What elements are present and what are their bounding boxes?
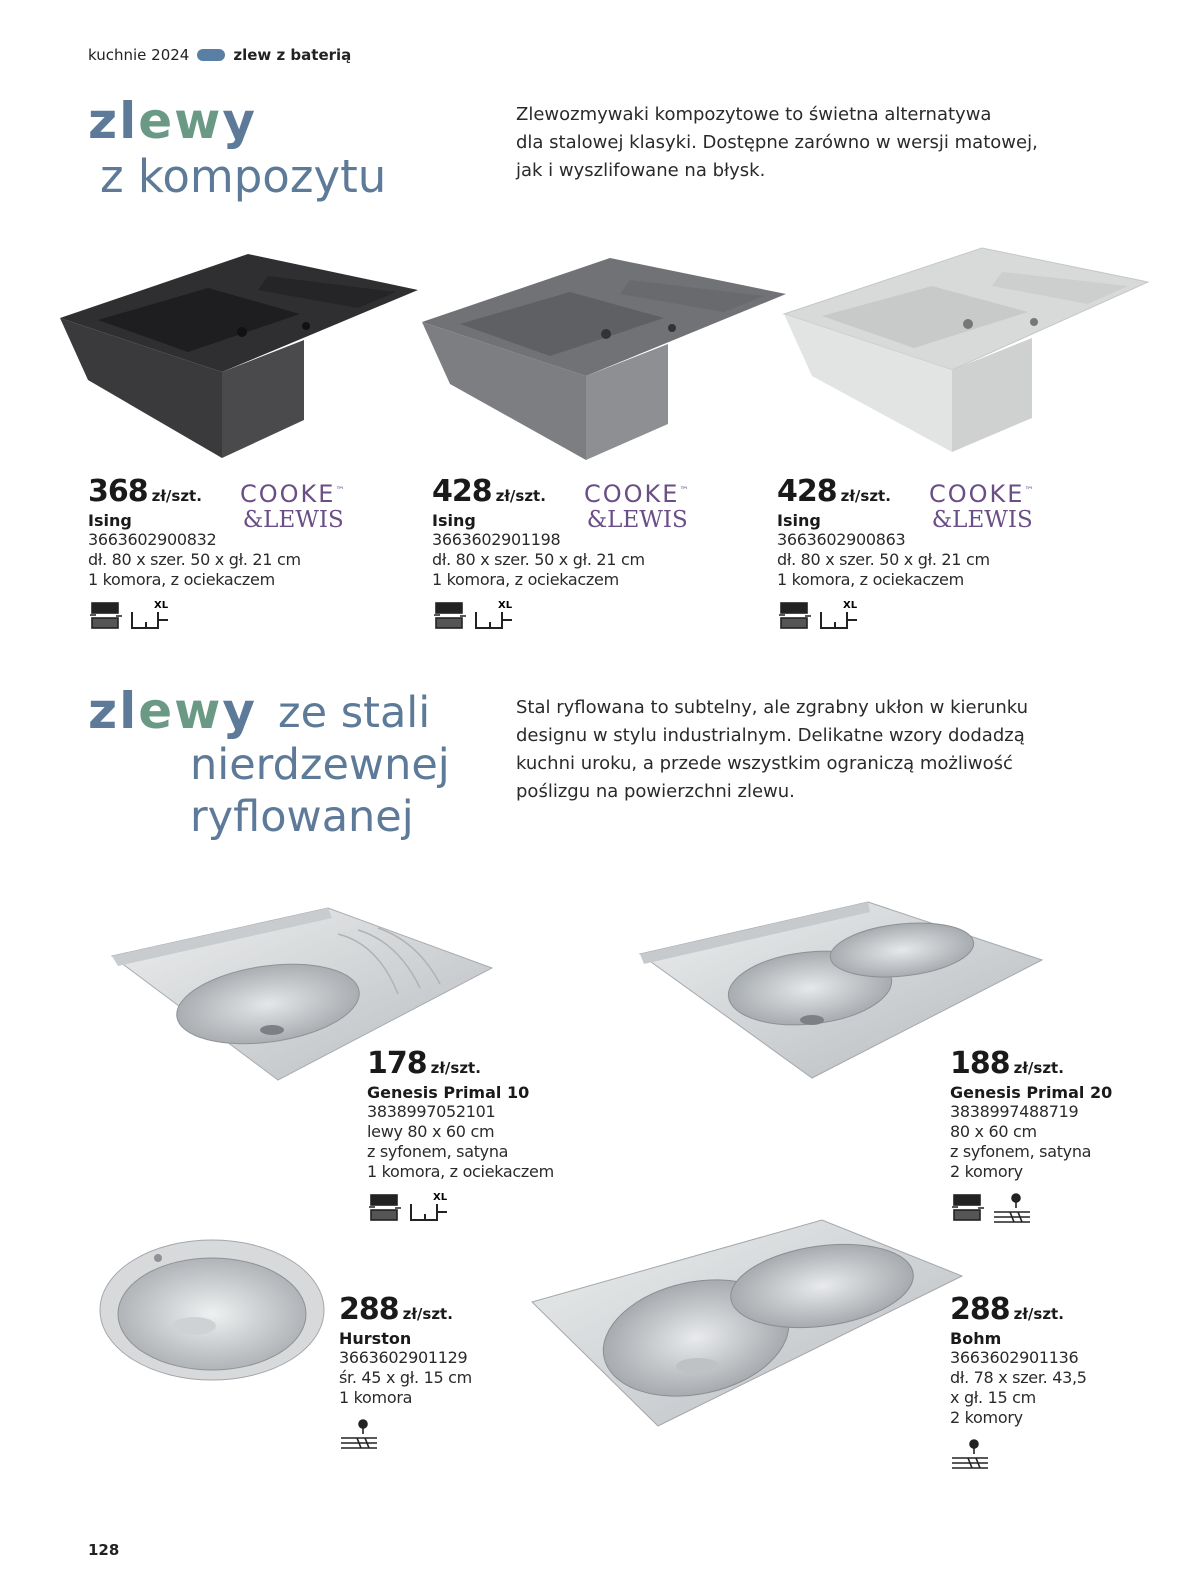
- price-unit: zł/szt.: [840, 487, 891, 505]
- section2-intro-line: Stal ryflowana to subtelny, ale zgrabny ukłon w kierunku: [516, 697, 1029, 718]
- section2-intro: [516, 694, 1028, 806]
- breadcrumb-separator-icon: [197, 49, 225, 61]
- sink-image-hurston: [98, 1236, 330, 1384]
- product-code: 3663602900832: [88, 530, 217, 549]
- xl-bowl-icon: [476, 612, 512, 628]
- product-feature-icons: [950, 1190, 1040, 1226]
- product-name: Genesis Primal 20: [950, 1083, 1113, 1102]
- section2-title-light: ze stali: [278, 688, 431, 738]
- price-unit: zł/szt.: [402, 1305, 453, 1323]
- product-price: 368 zł/szt.: [88, 474, 202, 509]
- product-feature-icons: [88, 598, 188, 632]
- product-code: 3663602901136: [950, 1348, 1079, 1367]
- brand-logo-cooke-lewis: COOKE™ &LEWIS: [584, 480, 691, 533]
- reversible-sink-icon: [369, 1195, 401, 1220]
- xl-label: XL: [433, 1192, 448, 1203]
- product-price: 178 zł/szt.: [367, 1046, 481, 1081]
- product-feature-icons: [777, 598, 877, 632]
- product-price: 428 zł/szt.: [777, 474, 891, 509]
- reversible-sink-icon: [779, 603, 811, 628]
- section1-title-light: z kompozytu: [100, 150, 387, 203]
- product-price: 288 zł/szt.: [950, 1292, 1064, 1327]
- section2-intro-line: designu w stylu industrialnym. Delikatne wzory dodadzą: [516, 725, 1025, 746]
- xl-bowl-icon: [411, 1204, 447, 1220]
- price-unit: zł/szt.: [495, 487, 546, 505]
- breadcrumb-section: kuchnie 2024: [88, 46, 190, 64]
- reversible-sink-icon: [952, 1195, 984, 1220]
- product-spec: dł. 78 x szer. 43,5: [950, 1368, 1087, 1387]
- price-unit: zł/szt.: [1013, 1059, 1064, 1077]
- section2-intro-line: poślizgu na powierzchni zlewu.: [516, 781, 795, 802]
- product-spec: z syfonem, satyna: [367, 1142, 509, 1161]
- breadcrumb-current: zlew z baterią: [233, 46, 352, 64]
- section1-intro-line: jak i wyszlifowane na błysk.: [516, 160, 766, 181]
- product-name: Ising: [88, 511, 132, 530]
- xl-bowl-icon: [821, 612, 857, 628]
- product-spec: 1 komora, z ociekaczem: [88, 570, 275, 589]
- section2-title-light: nierdzewnej: [190, 740, 450, 790]
- product-code: 3663602900863: [777, 530, 906, 549]
- inset-mount-icon: [994, 1194, 1030, 1222]
- product-name: Bohm: [950, 1329, 1002, 1348]
- product-spec: 2 komory: [950, 1162, 1023, 1181]
- section2-title-bold-text: zlewy: [88, 682, 257, 740]
- sink-image-ising-grey: [420, 244, 788, 464]
- xl-label: XL: [498, 600, 513, 611]
- price-unit: zł/szt.: [430, 1059, 481, 1077]
- xl-label: XL: [154, 600, 169, 611]
- section2-title-bold: [88, 682, 257, 740]
- product-spec: 1 komora, z ociekaczem: [432, 570, 619, 589]
- brand-logo-cooke-lewis: COOKE™ &LEWIS: [240, 480, 347, 533]
- price-unit: zł/szt.: [1013, 1305, 1064, 1323]
- product-card: [950, 1292, 1087, 1428]
- product-feature-icons: [432, 598, 532, 632]
- product-code: 3663602901198: [432, 530, 561, 549]
- inset-mount-icon: [950, 1436, 994, 1474]
- price-unit: zł/szt.: [151, 487, 202, 505]
- reversible-sink-icon: [90, 603, 122, 628]
- product-card: [950, 1046, 1112, 1182]
- product-spec: 80 x 60 cm: [950, 1122, 1037, 1141]
- product-card: [367, 1046, 554, 1182]
- section1-intro: [516, 101, 1038, 185]
- product-spec: śr. 45 x gł. 15 cm: [339, 1368, 472, 1387]
- sink-image-ising-black: [58, 240, 420, 465]
- product-spec: dł. 80 x szer. 50 x gł. 21 cm: [777, 550, 990, 569]
- product-spec: dł. 80 x szer. 50 x gł. 21 cm: [432, 550, 645, 569]
- product-feature-icons: [367, 1190, 467, 1224]
- breadcrumb: [88, 46, 351, 64]
- brand-logo-cooke-lewis: COOKE™ &LEWIS: [929, 480, 1036, 533]
- xl-bowl-icon: [132, 612, 168, 628]
- section2-intro-line: kuchni uroku, a przede wszystkim ograniczą możliwość: [516, 753, 1013, 774]
- product-spec: x gł. 15 cm: [950, 1388, 1036, 1407]
- product-spec: dł. 80 x szer. 50 x gł. 21 cm: [88, 550, 301, 569]
- product-spec: 1 komora, z ociekaczem: [777, 570, 964, 589]
- product-spec: 1 komora, z ociekaczem: [367, 1162, 554, 1181]
- product-price: 188 zł/szt.: [950, 1046, 1064, 1081]
- product-code: 3838997052101: [367, 1102, 496, 1121]
- product-spec: 2 komory: [950, 1408, 1023, 1427]
- product-name: Ising: [432, 511, 476, 530]
- product-name: Genesis Primal 10: [367, 1083, 530, 1102]
- product-price: 288 zł/szt.: [339, 1292, 453, 1327]
- product-spec: 1 komora: [339, 1388, 413, 1407]
- product-code: 3663602901129: [339, 1348, 468, 1367]
- product-name: Ising: [777, 511, 821, 530]
- product-price: 428 zł/szt.: [432, 474, 546, 509]
- sink-image-ising-white: [782, 242, 1150, 457]
- section2-title-light: ryflowanej: [190, 792, 414, 842]
- page-number: 128: [88, 1541, 120, 1559]
- inset-mount-icon: [339, 1416, 383, 1454]
- product-code: 3838997488719: [950, 1102, 1079, 1121]
- section1-title-bold-text: zlewy: [88, 92, 257, 150]
- product-name: Hurston: [339, 1329, 412, 1348]
- section1-title-bold: [88, 92, 257, 150]
- section1-intro-line: dla stalowej klasyki. Dostępne zarówno w wersji matowej,: [516, 132, 1038, 153]
- product-card: [339, 1292, 472, 1408]
- section1-intro-line: Zlewozmywaki kompozytowe to świetna alternatywa: [516, 104, 992, 125]
- reversible-sink-icon: [434, 603, 466, 628]
- product-spec: z syfonem, satyna: [950, 1142, 1092, 1161]
- product-spec: lewy 80 x 60 cm: [367, 1122, 495, 1141]
- sink-image-bohm: [530, 1218, 964, 1430]
- xl-label: XL: [843, 600, 858, 611]
